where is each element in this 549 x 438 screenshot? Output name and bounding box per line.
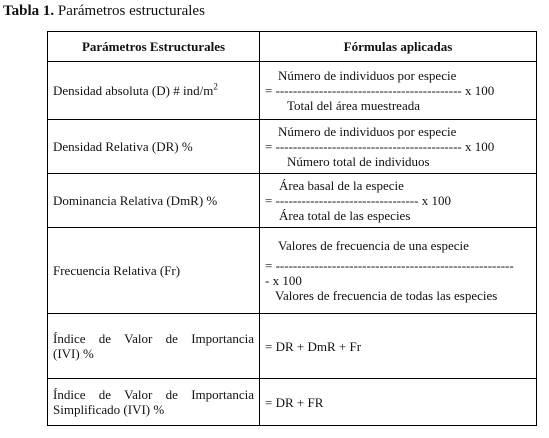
formula-denominator: Área total de las especies <box>279 208 411 223</box>
formula-expression: = DR + FR <box>265 394 324 410</box>
table-caption-label: Tabla 1. <box>3 3 55 19</box>
parameter-label: Frecuencia Relativa (Fr) <box>53 262 181 278</box>
formula-numerator: Número de individuos por especie <box>278 68 457 83</box>
parameters-table <box>47 31 537 426</box>
formula-cell <box>260 120 537 174</box>
formula-cell <box>260 62 537 120</box>
table-header-row <box>48 32 537 62</box>
table-caption-text: Parámetros estructurales <box>57 3 205 19</box>
table-row <box>48 314 537 379</box>
parameter-label: Dominancia Relativa (DmR) % <box>53 192 218 208</box>
header-formulas: Fórmulas aplicadas <box>260 32 537 62</box>
formula-division: = ------------------------------------------------------- <box>265 258 514 273</box>
formula-cell <box>260 174 537 228</box>
parameter-cell <box>48 228 260 314</box>
formula-cell <box>260 228 537 314</box>
formula-numerator: Número de individuos por especie <box>278 124 457 139</box>
parameter-cell <box>48 120 260 174</box>
parameter-superscript: 2 <box>213 81 218 92</box>
parameter-label: Densidad absoluta (D) # ind/m <box>53 82 214 98</box>
parameter-label: Densidad Relativa (DR) % <box>53 138 193 154</box>
parameter-cell <box>48 314 260 379</box>
formula-division: = ------------------------------------------- x 100 <box>265 83 495 98</box>
parameter-label-line-2: (IVI) % <box>53 346 94 361</box>
table-caption <box>3 3 205 20</box>
formula-denominator: Valores de frecuencia de todas las especies <box>275 288 498 303</box>
parameter-cell <box>48 62 260 120</box>
parameter-label-line-1: Índice de Valor de Importancia <box>53 387 254 402</box>
parameter-label-line-2: Simplificado (IVI) % <box>53 402 165 417</box>
table-row <box>48 379 537 426</box>
formula-expression: = DR + DmR + Fr <box>265 338 362 354</box>
table-row <box>48 120 537 174</box>
parameter-label-line-1: Índice de Valor de Importancia <box>53 331 254 346</box>
formula-denominator: Total del área muestreada <box>287 98 420 113</box>
formula-denominator: Número total de individuos <box>287 154 430 169</box>
header-parameters: Parámetros Estructurales <box>48 32 260 62</box>
formula-cell <box>260 379 537 426</box>
formula-division: = --------------------------------- x 100 <box>265 193 451 208</box>
parameter-cell <box>48 174 260 228</box>
table-row <box>48 228 537 314</box>
formula-numerator: Valores de frecuencia de una especie <box>278 238 469 253</box>
table-row <box>48 62 537 120</box>
formula-multiplier: - x 100 <box>265 273 302 288</box>
formula-numerator: Área basal de la especie <box>279 178 404 193</box>
parameter-cell <box>48 379 260 426</box>
formula-division: = ------------------------------------------- x 100 <box>265 139 495 154</box>
table-row <box>48 174 537 228</box>
formula-cell <box>260 314 537 379</box>
